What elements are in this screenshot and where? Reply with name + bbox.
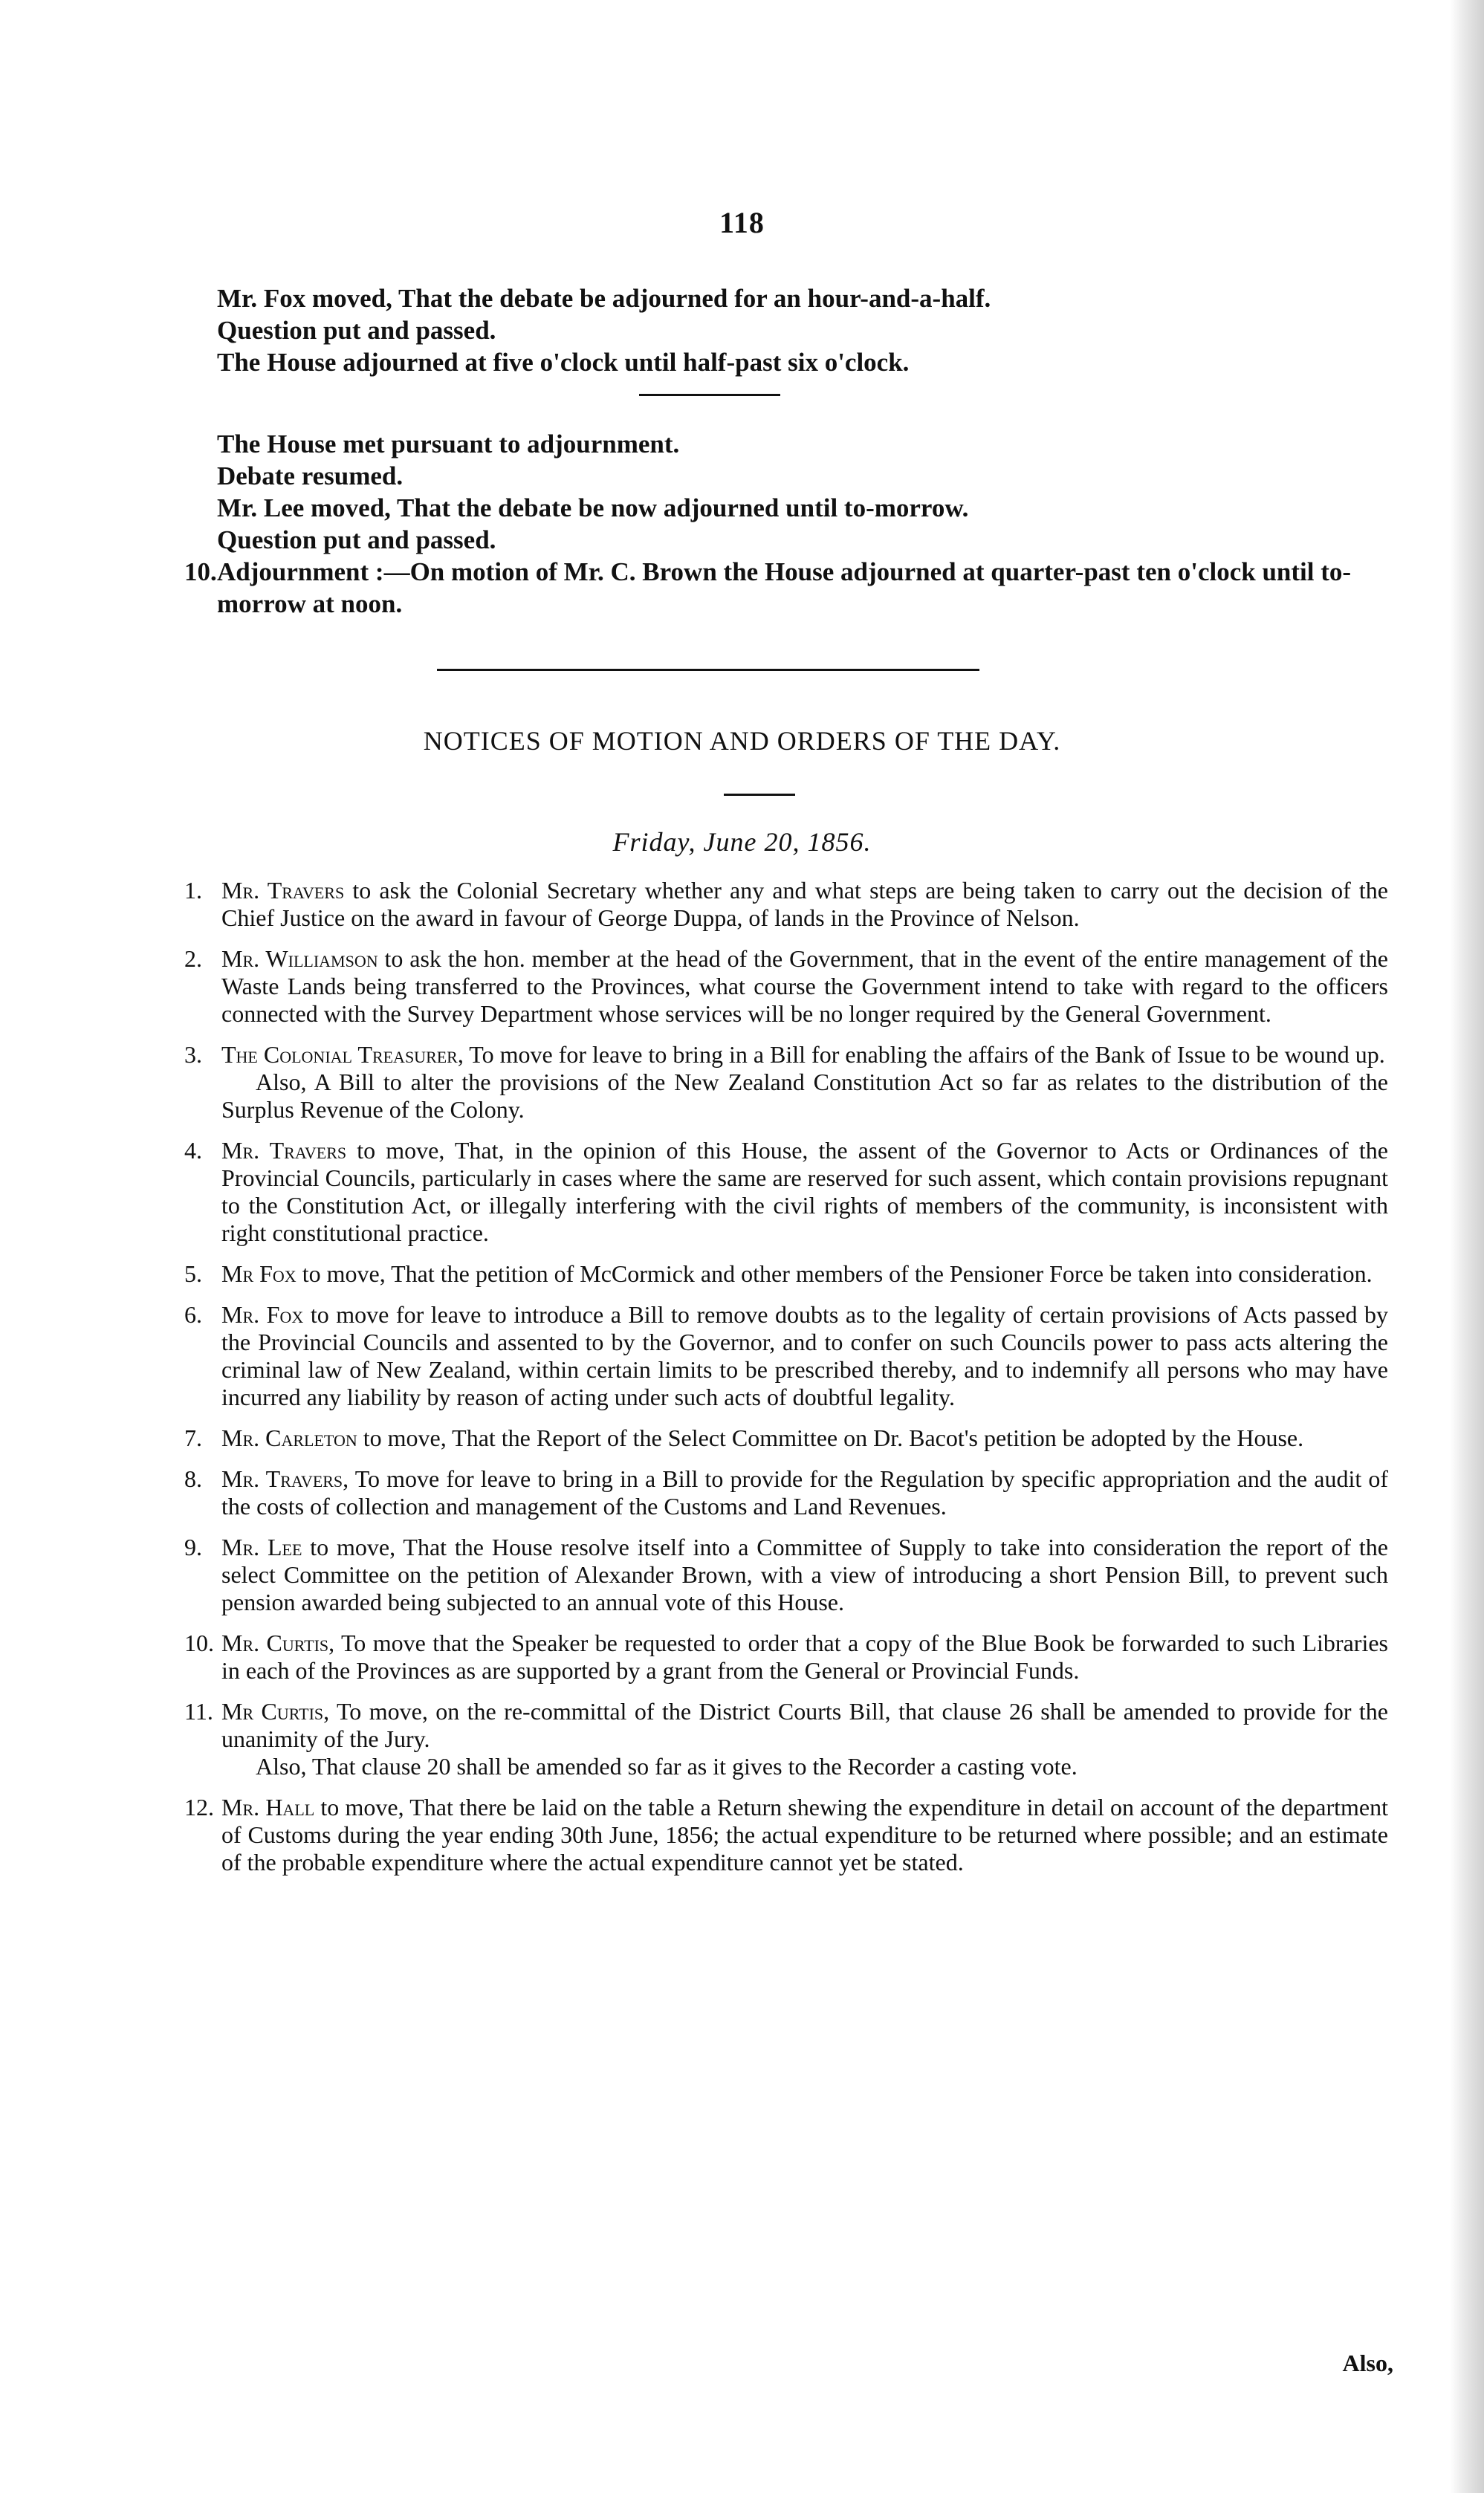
- notice-item: [184, 1424, 1388, 1452]
- notice-number: 3.: [184, 1041, 202, 1068]
- notice-number: 2.: [184, 945, 202, 972]
- notice-number: 4.: [184, 1137, 202, 1164]
- notice-text: to move for leave to introduce a Bill to remove doubts as to the legality of certain provisions of Acts passed by the Provincial Councils and assented to by the Governor, and to confer on such Councils power to pass acts altering the criminal law of New Zealand, within certain limits to be prescribed thereby, and to indemnify all persons who may have incurred any liability by reason of acting under such acts of doubtful legality.: [221, 1301, 1389, 1410]
- member-name: Mr Curtis,: [221, 1698, 330, 1725]
- member-name: Mr Fox: [221, 1260, 297, 1287]
- adjournment-text: Adjournment :—On motion of Mr. C. Brown the House adjourned at quarter-past ten o'clock until to-morrow at noon.: [217, 557, 1352, 618]
- member-name: Mr. Travers,: [221, 1465, 349, 1492]
- notice-number: 1.: [184, 877, 202, 904]
- notice-number: 5.: [184, 1260, 202, 1287]
- notice-item: [184, 1137, 1388, 1247]
- notice-text: to move, That the petition of McCormick and other members of the Pensioner Force be taken into consideration.: [296, 1260, 1373, 1287]
- proceeding-line: Question put and passed.: [217, 525, 496, 554]
- member-name: Mr. Carleton: [221, 1424, 357, 1451]
- member-name: Mr. Hall: [221, 1794, 315, 1821]
- notice-text: to move, That there be laid on the table a Return shewing the expenditure in detail on account of the department of Customs during the year ending 30th June, 1856; the actual expenditure to be returned where possible; and an estimate of the probable expenditure where the actual expenditure cannot yet be stated.: [221, 1794, 1388, 1876]
- notice-text: to move, That the House resolve itself into a Committee of Supply to take into consideration the report of the select Committee on the petition of Alexander Brown, with a view of introducing a short Pension Bill, to prevent such pension awarded being subjected to an annual vote of this House.: [221, 1534, 1389, 1615]
- continuation-word: Also,: [1342, 2350, 1393, 2376]
- notice-also-text: Also, A Bill to alter the provisions of the New Zealand Constitution Act so far as relates to the distribution of the Surplus Revenue of the Colony.: [221, 1069, 1388, 1123]
- notice-item: [184, 1698, 1388, 1780]
- notice-item: [184, 945, 1388, 1028]
- notice-text: To move for leave to bring in a Bill to provide for the Regulation by specific appropriation and the audit of the costs of collection and management of the Customs and Land Revenues.: [221, 1465, 1388, 1520]
- notice-item: [184, 1260, 1388, 1288]
- notice-text: To move for leave to bring in a Bill for enabling the affairs of the Bank of Issue to be wound up.: [463, 1041, 1385, 1068]
- notice-item: [184, 877, 1388, 932]
- adjournment-entry: [184, 556, 1392, 620]
- adjournment-number: 10.: [184, 557, 217, 586]
- section-heading: NOTICES OF MOTION AND ORDERS OF THE DAY.: [423, 726, 1061, 756]
- notices-list: [184, 877, 1388, 1890]
- proceeding-line: Debate resumed.: [217, 461, 404, 490]
- member-name: Mr. Fox: [221, 1301, 304, 1328]
- proceeding-line: Mr. Fox moved, That the debate be adjourned for an hour-and-a-half.: [217, 284, 991, 313]
- notice-number: 11.: [184, 1698, 213, 1725]
- notice-item: [184, 1465, 1388, 1520]
- notice-item: [184, 1630, 1388, 1685]
- notice-text: to ask the hon. member at the head of the Government, that in the event of the entire management of the Waste Lands being transferred to the Provinces, what course the Government intend to take with regard to the officers connected with the Survey Department whose services will be no longer required by the General Government.: [221, 945, 1388, 1027]
- proceeding-line: The House adjourned at five o'clock until half-past six o'clock.: [217, 348, 910, 377]
- notice-item: [184, 1794, 1388, 1876]
- notice-number: 6.: [184, 1301, 202, 1328]
- proceeding-line: Mr. Lee moved, That the debate be now adjourned until to-morrow.: [217, 493, 969, 522]
- member-name: Mr. Travers: [221, 877, 345, 904]
- member-name: Mr. Lee: [221, 1534, 302, 1560]
- proceeding-line: The House met pursuant to adjournment.: [217, 429, 680, 458]
- notice-number: 7.: [184, 1424, 202, 1451]
- notice-text: to ask the Colonial Secretary whether any and what steps are being taken to carry out the decision of the Chief Justice on the award in favour of George Duppa, of lands in the Province of Nelson.: [221, 877, 1389, 931]
- proceeding-line: Question put and passed.: [217, 316, 496, 345]
- section-divider: [437, 669, 979, 671]
- notice-text: to move, That, in the opinion of this House, the assent of the Governor to Acts or Ordinances of the Provincial Councils, particularly in cases where the same are reserved for such assent, which contain provisions repugnant to the Constitution Act, or illegally interfering with the civil rights of members of the community, is inconsistent with right constitutional practice.: [221, 1137, 1389, 1246]
- notice-number: 9.: [184, 1534, 202, 1560]
- member-name: Mr. Curtis,: [221, 1630, 335, 1656]
- member-name: Mr. Williamson: [221, 945, 378, 972]
- heading-divider: [724, 794, 795, 796]
- notice-number: 10.: [184, 1630, 214, 1656]
- notice-item: [184, 1041, 1388, 1124]
- notice-number: 12.: [184, 1794, 214, 1821]
- notice-text: To move, on the re-committal of the District Courts Bill, that clause 26 shall be amended to provide for the unanimity of the Jury.: [221, 1698, 1388, 1752]
- notice-item: [184, 1534, 1388, 1616]
- page-edge-shadow: [1450, 0, 1484, 2493]
- order-date: Friday, June 20, 1856.: [612, 827, 872, 857]
- member-name: Mr. Travers: [221, 1137, 347, 1164]
- member-name: The Colonial Treasurer,: [221, 1041, 464, 1068]
- notice-text: to move, That the Report of the Select Committee on Dr. Bacot's petition be adopted by the House.: [357, 1424, 1304, 1451]
- top-proceedings: [217, 282, 1391, 378]
- resumed-proceedings: [217, 428, 1391, 556]
- notice-also-text: Also, That clause 20 shall be amended so far as it gives to the Recorder a casting vote.: [256, 1753, 1078, 1780]
- short-divider: [639, 394, 780, 396]
- page-number: 118: [719, 206, 765, 239]
- notice-item: [184, 1301, 1388, 1411]
- notice-number: 8.: [184, 1465, 202, 1492]
- notice-text: To move that the Speaker be requested to order that a copy of the Blue Book be forwarded to such Libraries in each of the Provinces as are supported by a grant from the General or Provincial Funds.: [221, 1630, 1388, 1684]
